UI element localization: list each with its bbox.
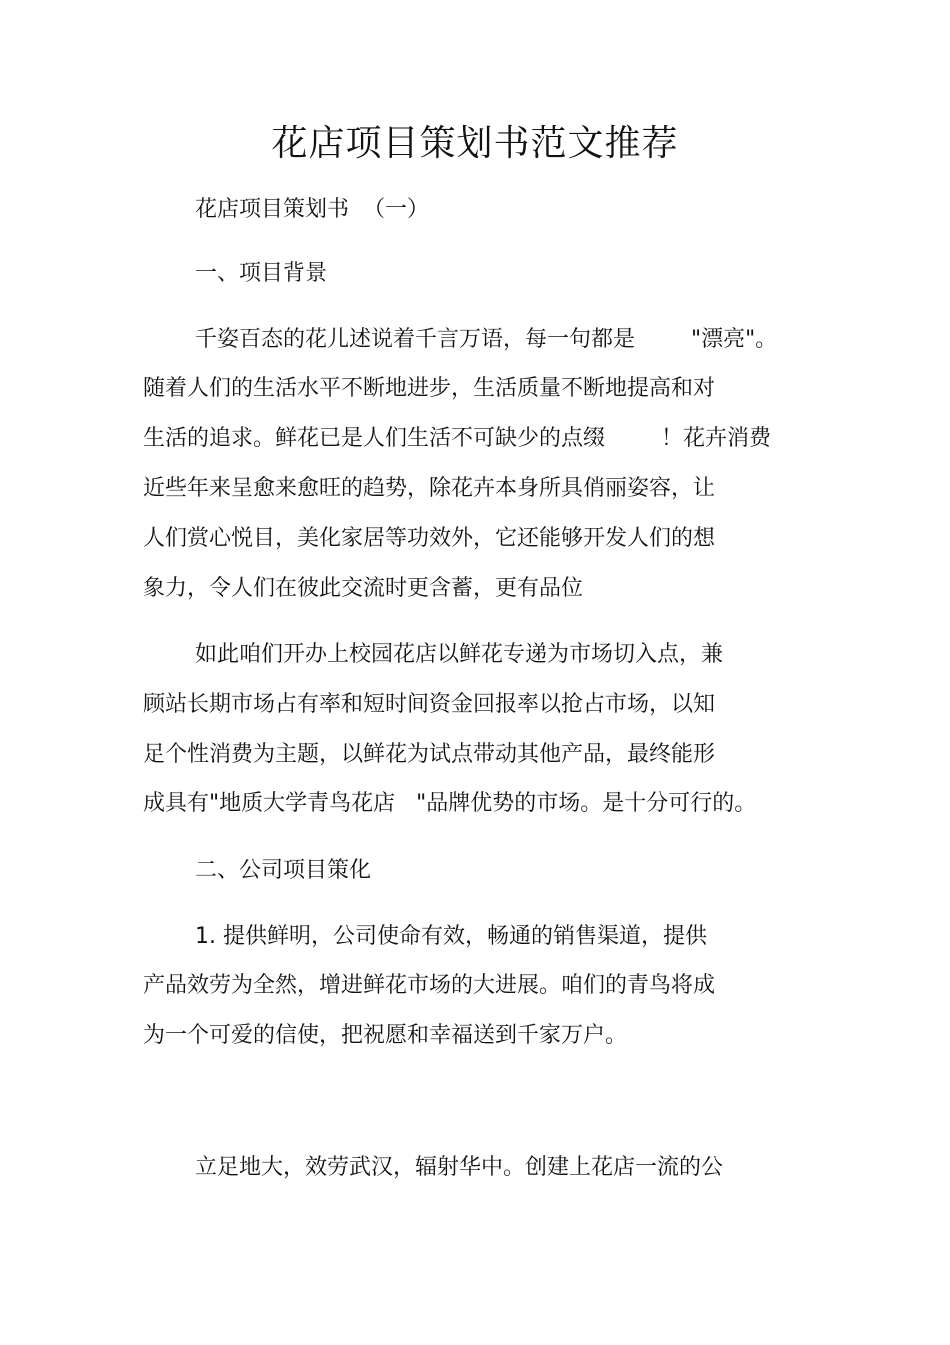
- paragraph-line: 随着人们的生活水平不断地进步，生活质量不断地提高和对: [143, 376, 716, 401]
- paragraph-line: 顾站长期市场占有率和短时间资金回报率以抢占市场，以知: [143, 692, 716, 717]
- paragraph-line: 成具有"地质大学青鸟花店 "品牌优势的市场。是十分可行的。: [143, 791, 757, 816]
- document-title: 花店项目策划书范文推荐: [271, 123, 679, 164]
- section-heading-planning: 二、公司项目策化: [195, 858, 372, 883]
- paragraph-line: 足个性消费为主题，以鲜花为试点带动其他产品，最终能形: [143, 742, 716, 767]
- paragraph-line: 1. 提供鲜明，公司使命有效，畅通的销售渠道，提供: [195, 924, 707, 949]
- paragraph-line: 近些年来呈愈来愈旺的趋势，除花卉本身所具俏丽姿容，让: [143, 476, 716, 501]
- paragraph-line: 千姿百态的花儿述说着千言万语，每一句都是 "漂亮"。: [195, 327, 778, 352]
- subtitle: 花店项目策划书 （一）: [195, 197, 429, 222]
- section-heading-background: 一、项目背景: [195, 261, 328, 286]
- paragraph-line: 立足地大，效劳武汉，辐射华中。创建上花店一流的公: [195, 1155, 724, 1180]
- paragraph-line: 产品效劳为全然，增进鲜花市场的大进展。咱们的青鸟将成: [143, 973, 716, 998]
- paragraph-line: 生活的追求。鲜花已是人们生活不可缺少的点缀 ！花卉消费: [143, 426, 771, 451]
- paragraph-line: 如此咱们开办上校园花店以鲜花专递为市场切入点，兼: [195, 642, 724, 667]
- paragraph-line: 为一个可爱的信使，把祝愿和幸福送到千家万户。: [143, 1023, 628, 1048]
- paragraph-line: 人们赏心悦目，美化家居等功效外，它还能够开发人们的想: [143, 526, 716, 551]
- paragraph-line: 象力，令人们在彼此交流时更含蓄，更有品位: [143, 576, 584, 601]
